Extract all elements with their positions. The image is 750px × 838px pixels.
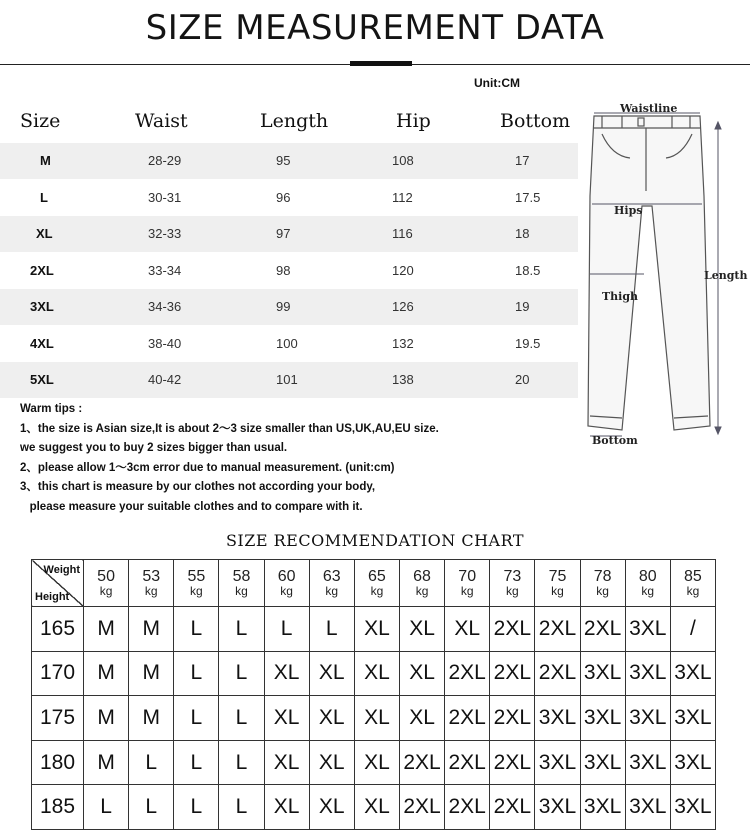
size-row bbox=[0, 216, 578, 252]
label-waistline: Waistline bbox=[620, 102, 678, 115]
unit-label: Unit:CM bbox=[474, 76, 520, 90]
size-cell: 3XL bbox=[670, 740, 715, 785]
size-row bbox=[0, 362, 578, 398]
rec-row bbox=[32, 785, 716, 830]
weight-unit: kg bbox=[280, 584, 293, 598]
size-cell: XL bbox=[354, 740, 399, 785]
size-cell: M bbox=[84, 651, 129, 696]
tip-line: 3、this chart is measure by our clothes not according your body, bbox=[20, 481, 376, 494]
size-cell-bottom: 17.5 bbox=[515, 189, 541, 205]
size-cell-length: 97 bbox=[276, 226, 291, 241]
size-cell: XL bbox=[309, 696, 354, 741]
size-cell: L bbox=[129, 740, 174, 785]
weight-value: 73 bbox=[503, 568, 522, 585]
corner-cell bbox=[32, 560, 84, 607]
weight-header bbox=[580, 560, 625, 607]
size-cell-bottom: 19 bbox=[515, 299, 530, 314]
size-cell: L bbox=[219, 696, 264, 741]
size-cell: L bbox=[84, 785, 129, 830]
recommendation-table bbox=[31, 559, 716, 830]
size-cell-size: XL bbox=[36, 226, 53, 241]
rec-row bbox=[32, 696, 716, 741]
size-cell-length: 96 bbox=[276, 189, 291, 205]
size-cell-hip: 138 bbox=[392, 372, 414, 387]
size-row bbox=[0, 289, 578, 325]
size-cell-waist: 33-34 bbox=[148, 262, 182, 278]
size-cell-hip: 108 bbox=[392, 153, 414, 168]
size-cell: L bbox=[219, 651, 264, 696]
weight-value: 63 bbox=[322, 568, 341, 585]
weight-unit: kg bbox=[686, 584, 700, 598]
size-cell: 2XL bbox=[445, 785, 490, 830]
height-cell: 175 bbox=[32, 696, 84, 741]
label-hips: Hips bbox=[614, 204, 643, 217]
rec-row bbox=[32, 651, 716, 696]
size-cell: 3XL bbox=[625, 651, 670, 696]
size-cell-bottom: 18 bbox=[515, 226, 530, 241]
size-cell: 2XL bbox=[490, 785, 535, 830]
size-cell: 3XL bbox=[580, 740, 625, 785]
size-cell: L bbox=[129, 785, 174, 830]
size-cell: XL bbox=[309, 651, 354, 696]
size-cell-waist: 32-33 bbox=[148, 226, 182, 241]
weight-value: 58 bbox=[232, 568, 251, 585]
weight-value: 60 bbox=[277, 568, 296, 585]
size-cell-waist: 38-40 bbox=[148, 335, 182, 351]
weight-header bbox=[445, 560, 490, 607]
size-cell: 2XL bbox=[580, 607, 625, 652]
size-cell: 3XL bbox=[670, 696, 715, 741]
weight-header bbox=[399, 560, 444, 607]
size-cell: 3XL bbox=[535, 785, 580, 830]
rec-row bbox=[32, 740, 716, 785]
weight-value: 80 bbox=[638, 568, 657, 585]
size-cell: 2XL bbox=[535, 651, 580, 696]
weight-header bbox=[309, 560, 354, 607]
size-cell-length: 101 bbox=[276, 372, 298, 387]
size-cell: L bbox=[174, 785, 219, 830]
size-cell: XL bbox=[354, 696, 399, 741]
size-cell: XL bbox=[309, 785, 354, 830]
size-cell-bottom: 19.5 bbox=[515, 335, 541, 351]
size-cell: 3XL bbox=[625, 607, 670, 652]
header-bottom: Bottom bbox=[500, 110, 571, 132]
weight-unit: kg bbox=[144, 584, 158, 598]
header-length: Length bbox=[260, 110, 329, 132]
size-cell: XL bbox=[399, 696, 444, 741]
size-cell: 3XL bbox=[625, 740, 670, 785]
size-cell-size: 4XL bbox=[30, 335, 54, 351]
weight-header bbox=[264, 560, 309, 607]
weight-value: 50 bbox=[97, 568, 115, 585]
size-cell: XL bbox=[354, 785, 399, 830]
size-cell-hip: 112 bbox=[392, 189, 413, 205]
size-cell-size: M bbox=[40, 153, 51, 168]
weight-unit: kg bbox=[235, 584, 248, 598]
size-cell: 3XL bbox=[625, 696, 670, 741]
height-cell: 185 bbox=[32, 785, 84, 830]
weight-unit: kg bbox=[460, 584, 474, 598]
height-cell: 165 bbox=[32, 607, 84, 652]
recommendation-title: SIZE RECOMMENDATION CHART bbox=[225, 531, 525, 550]
size-cell: XL bbox=[354, 651, 399, 696]
size-cell: 2XL bbox=[445, 651, 490, 696]
weight-unit: kg bbox=[190, 584, 203, 598]
weight-header bbox=[129, 560, 174, 607]
size-cell-hip: 126 bbox=[392, 299, 414, 314]
page-title: SIZE MEASUREMENT DATA bbox=[145, 8, 605, 48]
size-cell-bottom: 20 bbox=[515, 372, 530, 387]
size-cell: 3XL bbox=[535, 740, 580, 785]
tip-line: 1、the size is Asian size,It is about 2～3 size smaller than US,UK,AU,EU size. bbox=[20, 422, 439, 435]
size-cell: M bbox=[129, 607, 174, 652]
size-cell: L bbox=[219, 607, 264, 652]
tip-line: we suggest you to buy 2 sizes bigger than usual. bbox=[20, 442, 288, 455]
size-cell-waist: 40-42 bbox=[148, 372, 182, 387]
size-cell: 3XL bbox=[580, 696, 625, 741]
size-cell: L bbox=[174, 651, 219, 696]
size-cell-waist: 34-36 bbox=[148, 299, 182, 314]
size-cell: XL bbox=[264, 785, 309, 830]
label-thigh: Thigh bbox=[602, 290, 639, 303]
size-cell: 3XL bbox=[580, 651, 625, 696]
weight-header bbox=[670, 560, 715, 607]
tip-heading: Warm tips : bbox=[20, 403, 83, 415]
size-cell: XL bbox=[264, 696, 309, 741]
weight-value: 70 bbox=[458, 568, 477, 585]
size-cell-hip: 116 bbox=[392, 226, 413, 241]
weight-value: 68 bbox=[413, 568, 431, 585]
weight-unit: kg bbox=[370, 584, 384, 598]
size-cell: L bbox=[219, 740, 264, 785]
title-accent-bar bbox=[350, 61, 412, 66]
size-cell: L bbox=[174, 607, 219, 652]
size-cell-size: L bbox=[40, 189, 48, 205]
weight-unit: kg bbox=[505, 584, 519, 598]
tip-line: please measure your suitable clothes and to compare with it. bbox=[20, 500, 363, 513]
size-cell: / bbox=[670, 607, 715, 652]
size-cell: M bbox=[84, 740, 129, 785]
size-cell: L bbox=[219, 785, 264, 830]
height-cell: 170 bbox=[32, 651, 84, 696]
size-cell: L bbox=[174, 696, 219, 741]
warm-tips bbox=[20, 400, 439, 518]
weight-value: 85 bbox=[684, 568, 702, 585]
size-cell: M bbox=[129, 651, 174, 696]
size-cell: 2XL bbox=[490, 651, 535, 696]
size-cell: L bbox=[174, 740, 219, 785]
weight-value: 65 bbox=[368, 568, 386, 585]
weight-header bbox=[625, 560, 670, 607]
size-cell: M bbox=[84, 696, 129, 741]
size-cell: L bbox=[264, 607, 309, 652]
size-cell: 2XL bbox=[490, 607, 535, 652]
weight-unit: kg bbox=[415, 584, 429, 598]
size-table-header bbox=[0, 110, 578, 142]
size-cell: XL bbox=[445, 607, 490, 652]
size-cell-size: 5XL bbox=[30, 372, 54, 387]
weight-header bbox=[219, 560, 264, 607]
header-waist: Waist bbox=[135, 110, 188, 132]
size-cell: XL bbox=[399, 651, 444, 696]
size-cell-size: 2XL bbox=[30, 262, 54, 278]
rec-row bbox=[32, 607, 716, 652]
size-cell: M bbox=[84, 607, 129, 652]
weight-unit: kg bbox=[99, 584, 113, 598]
size-cell-length: 98 bbox=[276, 262, 291, 278]
corner-weight-label: Weight bbox=[43, 564, 80, 576]
weight-value: 78 bbox=[593, 568, 612, 585]
size-cell-hip: 120 bbox=[392, 262, 414, 278]
header-hip: Hip bbox=[396, 110, 431, 132]
size-cell: XL bbox=[264, 651, 309, 696]
size-row bbox=[0, 326, 578, 362]
label-length: Length bbox=[704, 269, 748, 282]
size-cell: 2XL bbox=[490, 740, 535, 785]
size-row bbox=[0, 253, 578, 289]
size-cell: XL bbox=[309, 740, 354, 785]
header-size: Size bbox=[20, 110, 61, 132]
size-cell: 3XL bbox=[580, 785, 625, 830]
size-cell: 2XL bbox=[490, 696, 535, 741]
weight-header bbox=[535, 560, 580, 607]
label-bottom: Bottom bbox=[592, 434, 638, 447]
size-cell: XL bbox=[399, 607, 444, 652]
size-cell-bottom: 18.5 bbox=[515, 262, 541, 278]
weight-unit: kg bbox=[596, 584, 609, 598]
size-cell: 3XL bbox=[670, 651, 715, 696]
weight-header bbox=[354, 560, 399, 607]
size-cell: 3XL bbox=[535, 696, 580, 741]
weight-value: 55 bbox=[187, 568, 206, 585]
size-cell-waist: 30-31 bbox=[148, 189, 182, 205]
pants-measurement-diagram bbox=[582, 96, 750, 456]
size-cell: 2XL bbox=[399, 785, 444, 830]
weight-header bbox=[84, 560, 129, 607]
size-cell: XL bbox=[354, 607, 399, 652]
size-cell-size: 3XL bbox=[30, 299, 54, 314]
size-cell: L bbox=[309, 607, 354, 652]
weight-unit: kg bbox=[325, 584, 339, 598]
size-cell: 2XL bbox=[445, 696, 490, 741]
size-cell: 2XL bbox=[399, 740, 444, 785]
weight-value: 53 bbox=[142, 568, 161, 585]
size-cell-length: 99 bbox=[276, 299, 291, 314]
height-cell: 180 bbox=[32, 740, 84, 785]
weight-unit: kg bbox=[551, 584, 564, 598]
weight-unit: kg bbox=[641, 584, 655, 598]
size-cell-waist: 28-29 bbox=[148, 153, 182, 168]
size-cell-hip: 132 bbox=[392, 335, 414, 351]
size-cell-length: 95 bbox=[276, 153, 291, 168]
size-cell: 3XL bbox=[670, 785, 715, 830]
weight-value: 75 bbox=[548, 568, 567, 585]
rec-header-row bbox=[32, 560, 716, 607]
size-cell: XL bbox=[264, 740, 309, 785]
weight-header bbox=[174, 560, 219, 607]
size-cell-length: 100 bbox=[276, 335, 298, 351]
weight-header bbox=[490, 560, 535, 607]
size-cell: M bbox=[129, 696, 174, 741]
tip-line: 2、please allow 1～3cm error due to manual measurement. (unit:cm) bbox=[20, 461, 395, 474]
size-cell: 3XL bbox=[625, 785, 670, 830]
size-row bbox=[0, 143, 578, 179]
corner-height-label: Height bbox=[35, 591, 70, 603]
size-cell: 2XL bbox=[535, 607, 580, 652]
size-row bbox=[0, 180, 578, 216]
size-cell: 2XL bbox=[445, 740, 490, 785]
size-cell-bottom: 17 bbox=[515, 153, 530, 168]
